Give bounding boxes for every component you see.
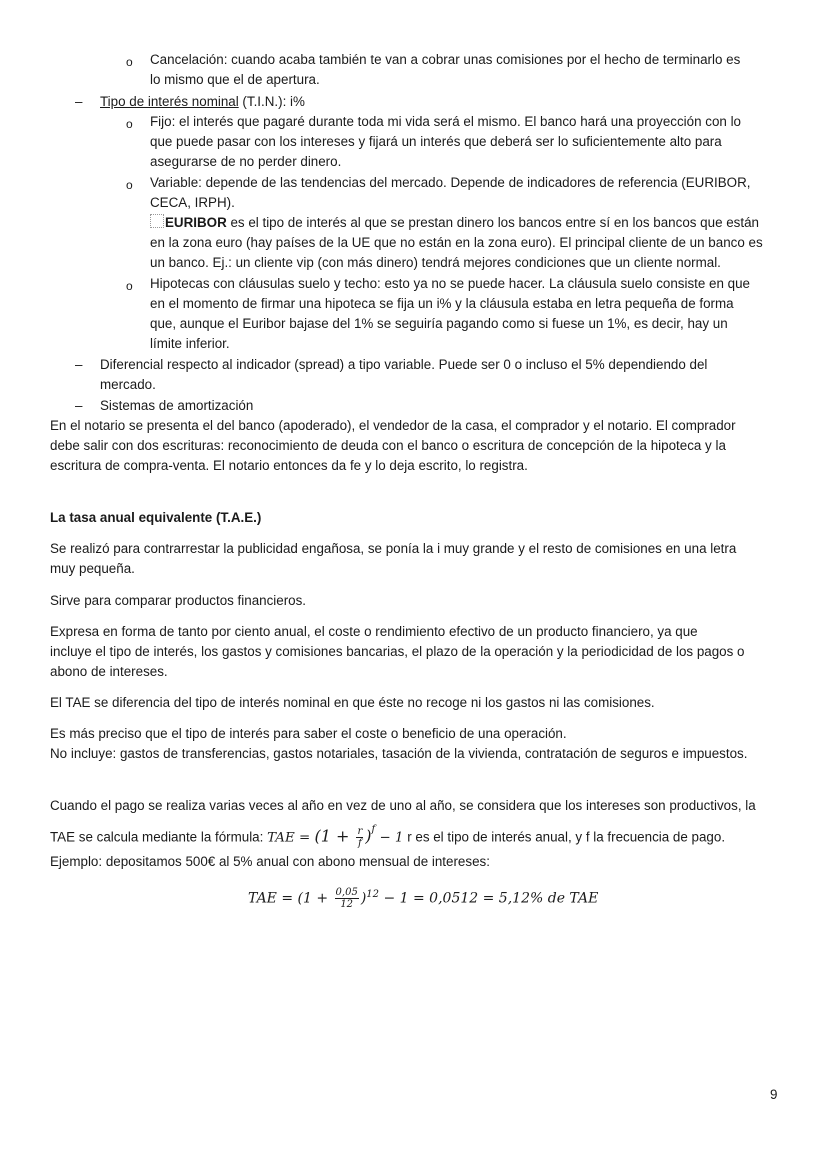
euribor-line (150, 213, 759, 233)
text-line: No incluye: gastos de transferencias, gastos notariales, tasación de la vivienda, contratación de seguros e impuestos. (50, 746, 748, 761)
text-line: Fijo: el interés que pagaré durante toda mi vida será el mismo. El banco hará una proyección con lo (150, 114, 742, 129)
list-bullet: o (126, 117, 133, 131)
text-line: límite inferior. (150, 336, 230, 351)
text-line: Ejemplo: depositamos 500€ al 5% anual con abono mensual de intereses: (50, 854, 490, 869)
list-bullet: o (126, 55, 133, 69)
text-line: CECA, IRPH). (150, 195, 235, 210)
example-fraction (335, 887, 359, 910)
euribor-text: es el tipo de interés al que se prestan dinero los bancos entre sí en los bancos que están (226, 215, 759, 230)
text-line: Hipotecas con cláusulas suelo y techo: esto ya no se puede hacer. La cláusula suelo consiste en que (150, 276, 750, 291)
text-line: en la zona euro (hay países de la UE que no están en la zona euro). El principal cliente de un banco es (150, 235, 763, 250)
formula-line (50, 822, 725, 850)
text-line: incluye el tipo de interés, los gastos y comisiones bancarias, el plazo de la operación y la periodicidad de los pagos o (50, 644, 745, 659)
formula-open: (1 + (314, 826, 355, 846)
text-line: que puede pasar con los intereses y fijará un interés que deberá ser lo suficientemente alto para (150, 134, 722, 149)
text-line: Expresa en forma de tanto por ciento anual, el coste o rendimiento efectivo de un producto financiero, ya que (50, 624, 698, 639)
euribor-bold: EURIBOR (165, 215, 227, 230)
example-exp: 12 (366, 889, 380, 900)
text-line: En el notario se presenta el del banco (apoderado), el vendedor de la casa, el comprador y el notario. El comprador (50, 418, 736, 433)
list-bullet: o (126, 178, 133, 192)
example-formula: TAE = (1 + $\frac{0,05}{12}$ )$^{12}$ − 1 = 0,0512 = 5,12% de TAE (248, 887, 599, 911)
example-lhs: TAE = (1 + (248, 890, 333, 907)
text-line: Variable: depende de las tendencias del mercado. Depende de indicadores de referencia (EURIBOR, (150, 175, 751, 190)
tin-label: Tipo de interés nominal (100, 94, 239, 109)
text-line: Cuando el pago se realiza varias veces al año en vez de uno al año, se considera que los intereses son productivos, la (50, 798, 756, 813)
text-line: que, aunque el Euribor bajase del 1% se seguiría pagando como si fuese un 1%, es decir, hay un (150, 316, 728, 331)
text-line: en el momento de firmar una hipoteca se fija un i% y la cláusula estaba en letra pequeña de forma (150, 296, 734, 311)
example-rest: − 1 = 0,0512 = 5,12% (379, 890, 548, 907)
text-line: Sirve para comparar productos financieros. (50, 593, 307, 608)
text-line: mercado. (100, 377, 156, 392)
text-line: asegurarse de no perder dinero. (150, 154, 342, 169)
tin-suffix: (T.I.N.): i% (238, 94, 305, 109)
text-line: un banco. Ej.: un cliente vip (con más dinero) tendrá mejores condiciones que un cliente normal. (150, 255, 721, 270)
text-line: debe salir con dos escrituras: reconocimiento de deuda con el banco o escritura de concepción de la hipoteca y la (50, 438, 726, 453)
example-den: 12 (340, 899, 354, 911)
text-line: lo mismo que el de apertura. (150, 72, 320, 87)
anchor-icon (150, 214, 164, 228)
page-number: 9 (770, 1087, 778, 1102)
text-line: Se realizó para contrarrestar la publicidad engañosa, se ponía la i muy grande y el resto de comisiones en una letra (50, 541, 737, 556)
text-line: El TAE se diferencia del tipo de interés nominal en que éste no recoge ni los gastos ni las comisiones. (50, 695, 655, 710)
formula-after: r es el tipo de interés anual, y f la frecuencia de pago. (403, 829, 726, 845)
text-line: escritura de compra-venta. El notario entonces da fe y lo deja escrito, lo registra. (50, 458, 528, 473)
formula-tail: − 1 (375, 830, 404, 846)
section-heading: La tasa anual equivalente (T.A.E.) (50, 510, 262, 525)
formula-close: ) (365, 826, 372, 846)
formula-den: f (358, 838, 362, 850)
text-line: abono de intereses. (50, 664, 168, 679)
text-line: Sistemas de amortización (100, 398, 254, 413)
list-bullet: o (126, 279, 133, 293)
text-line: Cancelación: cuando acaba también te van a cobrar unas comisiones por el hecho de terminarlo es (150, 52, 741, 67)
formula-lhs: TAE (267, 830, 295, 846)
formula-intro: TAE se calcula mediante la fórmula: (50, 829, 268, 845)
formula-exp: f (371, 824, 376, 835)
list-dash: – (75, 94, 83, 109)
formula-fraction (356, 826, 363, 849)
example-num: 0,05 (335, 887, 358, 899)
text-line: Diferencial respecto al indicador (spread) a tipo variable. Puede ser 0 o incluso el 5% dependiendo del (100, 357, 708, 372)
text-line: muy pequeña. (50, 561, 135, 576)
formula-num: r (357, 826, 363, 838)
list-dash: – (75, 398, 83, 413)
tin-heading (100, 92, 305, 112)
list-dash: – (75, 357, 83, 372)
text-line: Es más preciso que el tipo de interés para saber el coste o beneficio de una operación. (50, 726, 567, 741)
formula-eq: = (294, 830, 315, 846)
example-tail: de TAE (547, 890, 599, 907)
